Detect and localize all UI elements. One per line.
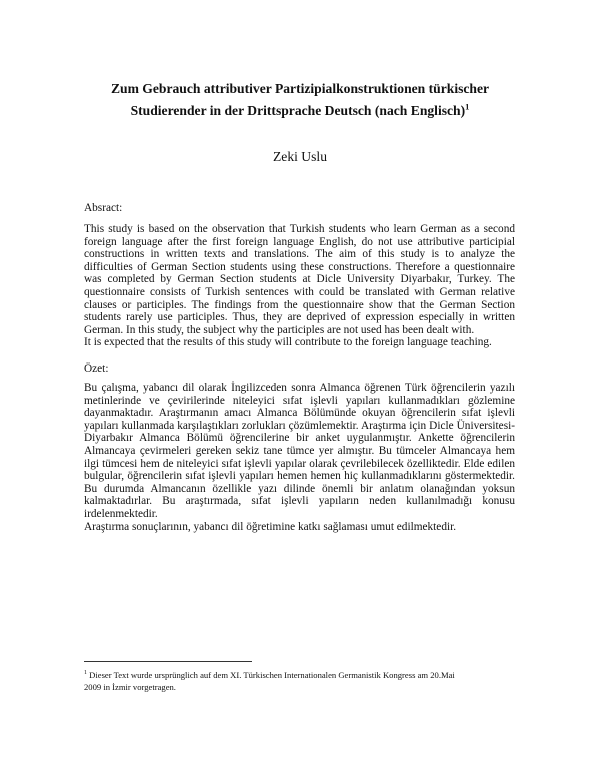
footnote-marker: 1 (84, 670, 87, 677)
title-footnote-marker: 1 (465, 101, 470, 112)
abstract-last-line: It is expected that the results of this study will contribute to the foreign language teaching. (84, 336, 492, 349)
footnote-text-1: Dieser Text wurde ursprünglich auf dem XI. Türkischen Internationalen Germanistik Kongress am 20.Mai (89, 670, 455, 680)
abstract-heading: Absract: (84, 202, 123, 214)
abstract-body (84, 223, 515, 349)
abstract-body-text: This study is based on the observation that Turkish students who learn German as a second foreign language after the first foreign language English, do not use attributive participial constructions in written texts and translations. The aim of this study is to analyze the difficulties of German Section students using these constructions. Therefore a questionnaire was completed by German Section students at Dicle University Diyarbakır, Turkey. The questionnaire consists of Turkish sentences with could be translated with German relative clauses or participles. The findings from the questionnaire show that the German Section students rarely use participles. Thus, they are deprived of expression especially in written German. In this study, the subject why the participles are not used has been dealt with. (84, 223, 515, 336)
title-text-2: Studierender in der Drittsprache Deutsch (nach Englisch) (130, 103, 466, 118)
paper-title-line-2 (60, 103, 540, 119)
ozet-heading: Özet: (84, 363, 109, 375)
ozet-last-line: Araştırma sonuçlarının, yabancı dil öğretimine katkı sağlaması umut edilmektedir. (84, 520, 457, 533)
ozet-body-text: Bu çalışma, yabancı dil olarak İngilizceden sonra Almanca öğrenen Türk öğrencilerin yazılı metinlerinde ve çevirilerinde niteleyici sıfat işlevli yapıları kullanmadıkları gözlemine dayanmaktadır. Araştırmanın amacı Almanca Bölümünde okuyan öğrencilerin sıfat işlevli yapıları kullanmada karşılaştıkları zorlukları çözümlemektir. Araştırma için Dicle Üniversitesi-Diyarbakır Almanca Bölümü öğrencilerine bir anket uygulanmıştır. Ankette öğrencilerin Almancaya çevirmeleri gereken sekiz tane tümce yer almıştır. Bu tümceler Almancaya hem ilgi tümcesi hem de niteleyici sıfat işlevli yapılar olarak çevrilebilecek özelliktedir. Elde edilen bulgular, öğrencilerin sıfat işlevli yapıları hemen hemen hiç kullanmadıklarını göstermektedir. Bu durumda Almancanın özellikle yazı dilinde önemli bir anlatım olanağından yoksun kalmaktadırlar. Bu araştırmada, sıfat işlevli yapıların neden kullanılmadığı konusu irdelenmektedir. (84, 382, 515, 520)
footnote-divider (84, 661, 252, 662)
paper-title-line-1 (60, 81, 540, 97)
footnote-text-2: 2009 in İzmir vorgetragen. (84, 681, 176, 692)
author-name: Zeki Uslu (273, 149, 327, 164)
footnote (84, 670, 524, 693)
ozet-body (84, 382, 515, 533)
title-text-1: Zum Gebrauch attributiver Partizipialkonstruktionen türkischer (110, 81, 490, 96)
